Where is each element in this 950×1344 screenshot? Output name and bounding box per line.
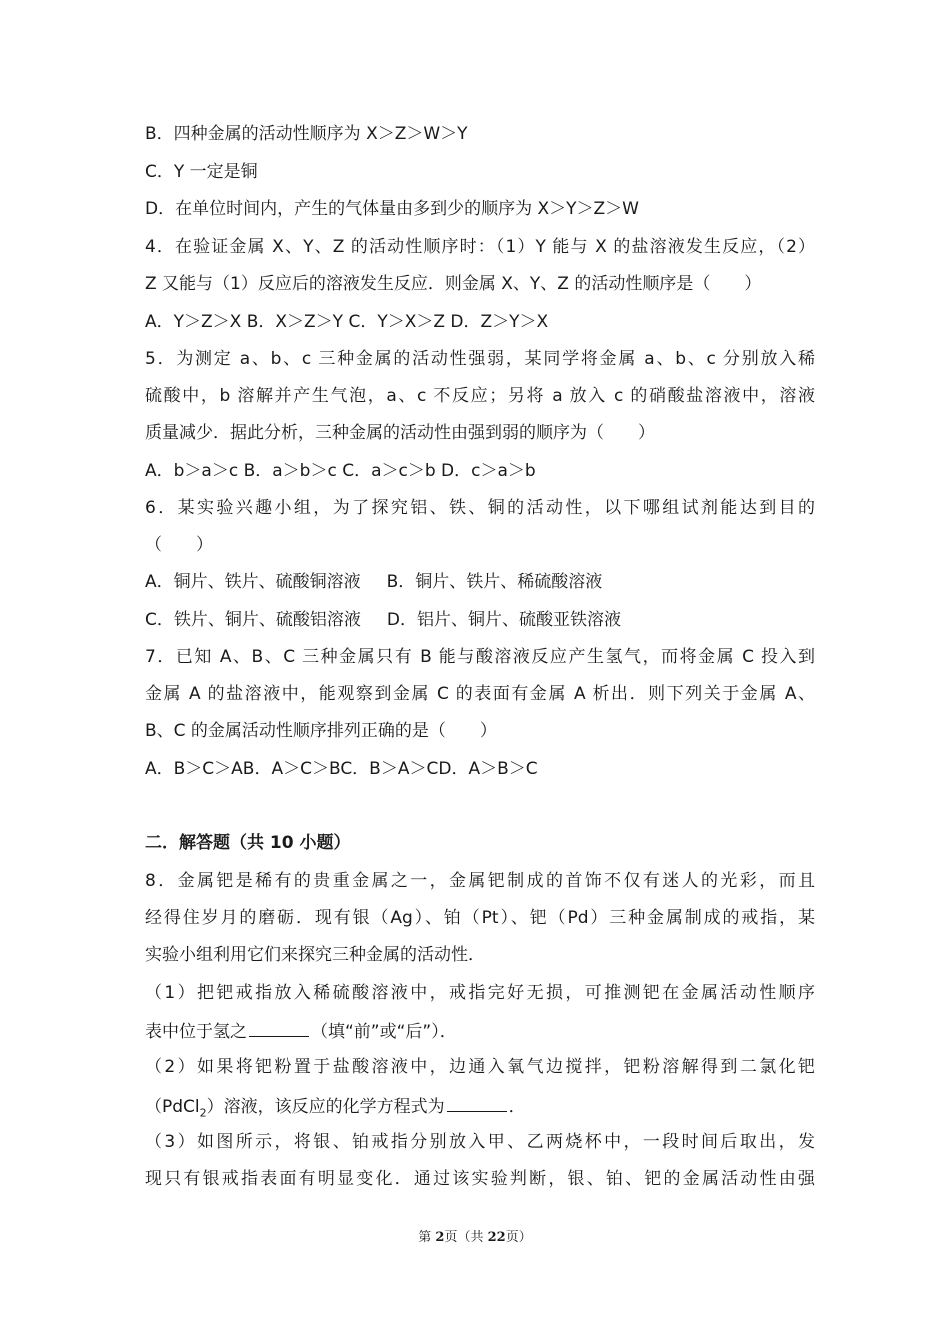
page-number: 2 xyxy=(435,1230,445,1245)
answer-blank-2[interactable] xyxy=(447,1093,507,1112)
option-d-q3: D．在单位时间内，产生的气体量由多到少的顺序为 X＞Y＞Z＞W xyxy=(145,199,639,219)
question-8-part-1-line-2: 表中位于氢之 （填“前”或“后”）． xyxy=(145,1018,815,1044)
question-8-part-1-line-1: （1）把钯戒指放入稀硫酸溶液中，戒指完好无损，可推测钯在金属活动性顺序 xyxy=(145,983,815,1003)
question-5-line-3: 质量减少．据此分析，三种金属的活动性由强到弱的顺序为（ ） xyxy=(145,423,655,443)
question-4-line-2: Z 又能与（1）反应后的溶液发生反应．则金属 X、Y、Z 的活动性顺序是（ ） xyxy=(145,274,762,294)
question-8-line-2: 经得住岁月的磨砺．现有银（Ag）、铂（Pt）、钯（Pd）三种金属制成的戒指，某 xyxy=(145,908,815,928)
page-total: 22 xyxy=(487,1230,506,1245)
question-7-options: A．B＞C＞AB．A＞C＞BC．B＞A＞CD．A＞B＞C xyxy=(145,759,538,779)
question-8-line-1: 8．金属钯是稀有的贵重金属之一，金属钯制成的首饰不仅有迷人的光彩，而且 xyxy=(145,871,815,891)
option-c-q3: C．Y 一定是铜 xyxy=(145,162,258,182)
option-a-q6: A．铜片、铁片、硫酸铜溶液 xyxy=(145,572,361,592)
question-6-line-2: （ ） xyxy=(145,535,213,555)
question-6-options-cd xyxy=(145,608,815,632)
question-4-options: A．Y＞Z＞X B．X＞Z＞Y C．Y＞X＞Z D．Z＞Y＞X xyxy=(145,312,549,332)
option-c-q6: C．铁片、铜片、硫酸铝溶液 xyxy=(145,610,361,630)
question-8-part-2-line-2: （PdCl$_2$）溶液，该反应的化学方程式为 ． xyxy=(145,1093,815,1125)
section-heading: 二．解答题（共 10 小题） xyxy=(145,833,351,853)
question-7-line-3: B、C 的金属活动性顺序排列正确的是（ ） xyxy=(145,721,497,741)
option-b-q6: B．铜片、铁片、稀硫酸溶液 xyxy=(386,572,603,592)
answer-blank-1[interactable] xyxy=(249,1018,309,1037)
question-8-part-3-line-2: 现只有银戒指表面有明显变化．通过该实验判断，银、铂、钯的金属活动性由强 xyxy=(145,1169,815,1189)
option-d-q6: D．铝片、铜片、硫酸亚铁溶液 xyxy=(386,610,621,630)
question-6-options-ab xyxy=(145,570,815,594)
question-8-part-3-line-1: （3）如图所示，将银、铂戒指分别放入甲、乙两烧杯中，一段时间后取出，发 xyxy=(145,1132,815,1152)
question-5-line-2: 硫酸中，b 溶解并产生气泡，a、c 不反应；另将 a 放入 c 的硝酸盐溶液中，溶液 xyxy=(145,386,815,406)
question-7-line-2: 金属 A 的盐溶液中，能观察到金属 C 的表面有金属 A 析出．则下列关于金属 A、 xyxy=(145,684,815,704)
question-5-line-1: 5．为测定 a、b、c 三种金属的活动性强弱，某同学将金属 a、b、c 分别放入稀 xyxy=(145,349,815,369)
question-8-part-2-line-1: （2）如果将钯粉置于盐酸溶液中，边通入氧气边搅拌，钯粉溶解得到二氯化钯 xyxy=(145,1057,815,1077)
question-6-line-1: 6．某实验兴趣小组，为了探究铝、铁、铜的活动性，以下哪组试剂能达到目的 xyxy=(145,498,815,518)
question-5-options: A．b＞a＞c B．a＞b＞c C．a＞c＞b D．c＞a＞b xyxy=(145,461,536,481)
page-footer: 第 2页（共 22页） xyxy=(418,1230,532,1245)
question-8-line-3: 实验小组利用它们来探究三种金属的活动性． xyxy=(145,945,485,965)
question-4-line-1: 4．在验证金属 X、Y、Z 的活动性顺序时：（1）Y 能与 X 的盐溶液发生反应，（2） xyxy=(145,237,816,257)
question-7-line-1: 7．已知 A、B、C 三种金属只有 B 能与酸溶液反应产生氢气，而将金属 C 投入到 xyxy=(145,647,815,667)
option-b-q3: B．四种金属的活动性顺序为 X＞Z＞W＞Y xyxy=(145,124,468,144)
